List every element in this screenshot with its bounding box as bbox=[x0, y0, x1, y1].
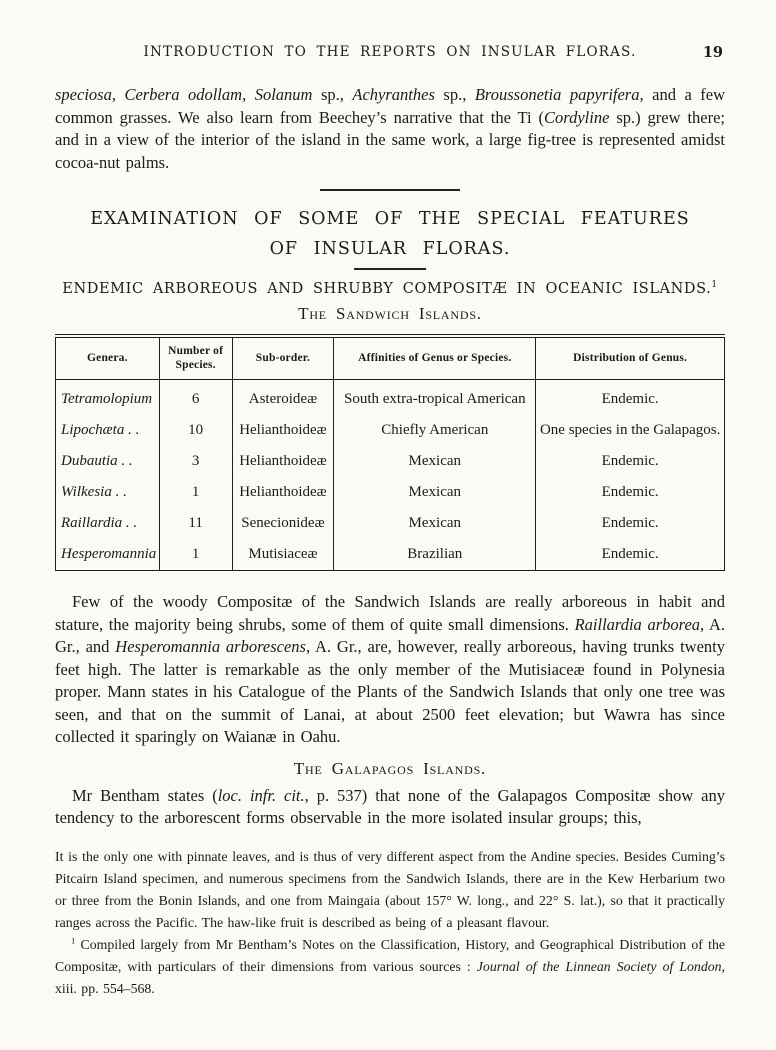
text-segment: , and a few common grasses. We also learn from Beechey’s narrative that the Ti ( bbox=[55, 85, 726, 127]
table-row bbox=[56, 508, 725, 539]
table-cell: 1 bbox=[159, 477, 232, 508]
subsection-heading bbox=[55, 281, 725, 297]
footnote-continuation: It is the only one with pinnate leaves, and is thus of very different aspect from the Andine species. Besides Cuming’s Pitcairn Island specimen, and numerous specimens from the Sandwich Islands, there are in the Kew Herbarium two or three from the Bonin Islands, and one from Maingaia (about 157° W. long., and 22° S. lat.), so that it practically ranges across the Pacific. The haw-like fruit is described as being of a pleasant flavour. bbox=[55, 848, 725, 930]
divider-rule-under-heading bbox=[354, 268, 426, 270]
galapagos-paragraph bbox=[55, 785, 725, 830]
running-head bbox=[55, 44, 725, 62]
text-segment: Achyranthes bbox=[352, 85, 435, 104]
table-cell: 11 bbox=[159, 508, 232, 539]
text-segment: , A. Gr., and bbox=[55, 614, 725, 656]
table-cell: 6 bbox=[159, 380, 232, 416]
table-cell: Endemic. bbox=[536, 380, 725, 416]
text-segment: Raillardia arborea bbox=[574, 614, 701, 634]
text-segment: Journal of the Linnean Society of London bbox=[476, 958, 722, 974]
table-row bbox=[56, 380, 725, 416]
table-cell: Endemic. bbox=[536, 539, 725, 571]
table-cell: Chiefly American bbox=[334, 415, 536, 446]
text-segment: speciosa bbox=[55, 85, 112, 104]
table-cell: One species in the Galapagos. bbox=[536, 415, 725, 446]
text-segment: sp., bbox=[434, 85, 475, 104]
table-body bbox=[56, 380, 725, 571]
table-cell: Endemic. bbox=[536, 446, 725, 477]
text-segment: sp.) grew there; and in a view of the interior of the island in the same work, a large fig-tree is represented amidst cocoa-nut palms. bbox=[55, 107, 725, 172]
table-cell: 1 bbox=[159, 539, 232, 571]
table-cell: Helianthoideæ bbox=[232, 415, 334, 446]
text-segment: sp., bbox=[312, 85, 353, 104]
text-segment: Few of the woody Compositæ of the Sandwich Islands are really arboreous in habit and stature, the majority being shrubs, some of them of quite small dimensions. bbox=[55, 592, 725, 634]
footnote-1 bbox=[55, 934, 725, 1000]
text-segment: 1 bbox=[711, 280, 718, 291]
table-column-header: Distribution of Genus. bbox=[536, 336, 725, 380]
table-cell: Mutisiaceæ bbox=[232, 539, 334, 571]
text-segment: Solanum bbox=[254, 85, 313, 104]
table-cell: Brazilian bbox=[334, 539, 536, 571]
table-cell: Lipochæta . . bbox=[61, 422, 140, 438]
text-segment: , xiii. pp. 554–568. bbox=[55, 958, 725, 996]
intro-paragraph bbox=[55, 84, 725, 174]
text-segment: 1 bbox=[71, 934, 76, 945]
text-segment: Mr Bentham states ( bbox=[72, 785, 218, 805]
table-column-header: Genera. bbox=[56, 336, 160, 380]
table-cell: Raillardia . . bbox=[61, 515, 138, 531]
composites-table bbox=[55, 334, 725, 571]
text-segment: ENDEMIC ARBOREOUS AND SHRUBBY COMPOSITÆ IN OCEANIC ISLANDS. bbox=[62, 281, 712, 297]
sandwich-islands-heading: The Sandwich Islands. bbox=[298, 304, 482, 323]
divider-rule-top bbox=[320, 189, 460, 191]
table-cell: Wilkesia . . bbox=[61, 484, 127, 500]
table-cell: South extra-tropical American bbox=[334, 380, 536, 416]
table-cell: Asteroideæ bbox=[232, 380, 334, 416]
galapagos-islands-heading: The Galapagos Islands. bbox=[293, 758, 487, 778]
table-row bbox=[56, 477, 725, 508]
table-column-header: Number of Species. bbox=[159, 336, 232, 380]
table-cell: Tetramolopium bbox=[61, 391, 153, 407]
table-header-row bbox=[56, 336, 725, 380]
table-row bbox=[56, 446, 725, 477]
footnotes-block bbox=[55, 846, 725, 1000]
table-cell: Mexican bbox=[334, 477, 536, 508]
text-segment: loc. infr. cit. bbox=[217, 785, 305, 805]
table-cell: Helianthoideæ bbox=[232, 446, 334, 477]
text-segment: , bbox=[242, 85, 255, 104]
table-cell: Hesperomannia bbox=[61, 546, 157, 562]
sandwich-paragraph bbox=[55, 591, 725, 749]
table-cell: Senecionideæ bbox=[232, 508, 334, 539]
table-cell: Mexican bbox=[334, 508, 536, 539]
text-segment: Broussonetia papyrifera bbox=[474, 85, 640, 104]
page-header-title: INTRODUCTION TO THE REPORTS ON INSULAR FLORAS. bbox=[143, 44, 637, 60]
table-cell: Endemic. bbox=[536, 508, 725, 539]
table-cell: Dubautia . . bbox=[61, 453, 133, 469]
section-heading: EXAMINATION OF SOME OF THE SPECIAL FEATURES OF INSULAR FLORAS. bbox=[90, 209, 690, 259]
text-segment: , A. Gr., are, however, really arboreous, having trunks twenty feet high. The latter is remarkable as the only member of the Mutisiaceæ found in Polynesia proper. Mann states in his Catalogue of the Plants of the Sandwich Islands that only one tree was seen, and that on the summit of Lanai, at about 2500 feet elevation; but Wawra has since collected it sparingly on Waianæ in Oahu. bbox=[55, 637, 725, 746]
table-cell: Mexican bbox=[334, 446, 536, 477]
table-column-header: Sub-order. bbox=[232, 336, 334, 380]
table-cell: 10 bbox=[159, 415, 232, 446]
table-cell: Helianthoideæ bbox=[232, 477, 334, 508]
table-row bbox=[56, 415, 725, 446]
text-segment: Hesperomannia arborescens bbox=[115, 637, 306, 656]
text-segment: Cordyline bbox=[544, 107, 610, 127]
text-segment: , bbox=[111, 85, 125, 104]
text-segment: , p. 537) that none of the Galapagos Compositæ show any tendency to the arborescent forms observable in the more isolated insular groups; this, bbox=[55, 785, 725, 827]
table-cell: 3 bbox=[159, 446, 232, 477]
text-segment: Cerbera odollam bbox=[124, 85, 243, 104]
page-number: 19 bbox=[702, 44, 723, 61]
table-row bbox=[56, 539, 725, 571]
table-column-header: Affinities of Genus or Species. bbox=[334, 336, 536, 380]
text-segment: Compiled largely from Mr Bentham’s Notes on the Classification, History, and Geographical Distribution of the Compositæ, with particulars of their dimensions from various sources : bbox=[55, 936, 725, 974]
table-cell: Endemic. bbox=[536, 477, 725, 508]
